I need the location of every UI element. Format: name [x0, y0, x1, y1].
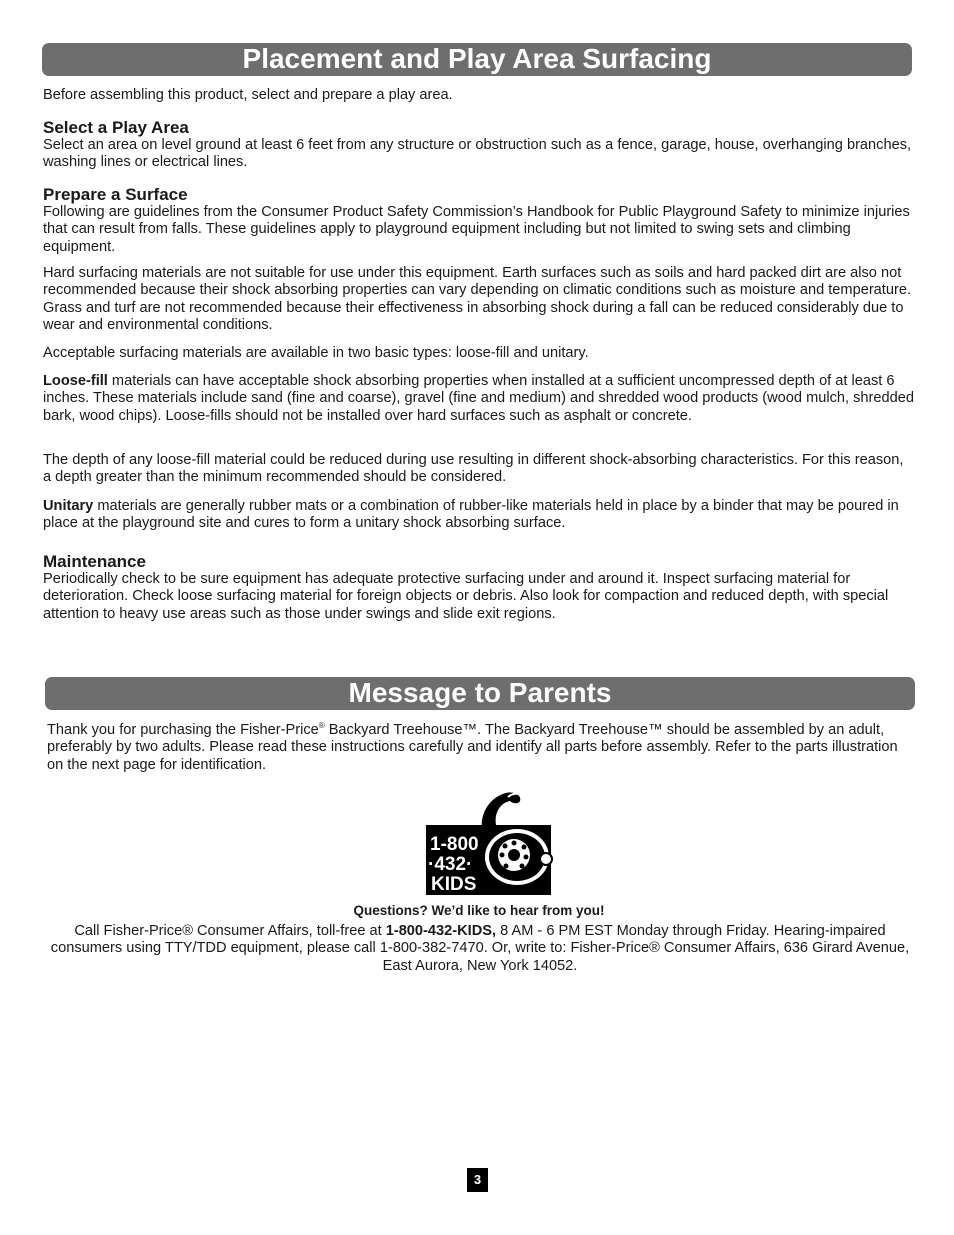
intro-text: Before assembling this product, select and prepare a play area.: [43, 87, 453, 103]
phone-kids-logo: [422, 789, 556, 897]
questions-heading: Questions? We’d like to hear from you!: [353, 903, 605, 918]
select-area-body: Select an area on level ground at least 6 feet from any structure or obstruction such as a fence, garage, house, overhanging branches, washing lines or electrical lines.: [43, 137, 912, 171]
maintenance-heading: Maintenance: [43, 552, 146, 571]
page-number: 3: [467, 1168, 488, 1192]
select-area-section: [43, 118, 915, 172]
unitary-body: materials are generally rubber mats or a combination of rubber-like materials held in place by a binder that may be poured in place at the playground site and cures to form a unitary shock absorbing surface.: [43, 498, 899, 532]
loose-fill-body: materials can have acceptable shock absorbing properties when installed at a sufficient uncompressed depth of at least 6 inches. These materials include sand (fine and coarse), gravel (fine and medium) and shredded wood products (wood mulch, shredded bark, wood chips). Loose-fills should not be installed over hard surfaces such as asphalt or concrete.: [43, 373, 914, 424]
message-to-parents-body: Thank you for purchasing the Fisher-Price® Backyard Treehouse™. The Backyard Treehouse™ should be assembled by an adult, preferably by two adults. Please read these instructions carefully and identify all parts before assembly. Refer to the parts illustration on the next page for identification.: [47, 721, 898, 773]
unitary-paragraph: [43, 498, 915, 533]
logo-line-2: ·432·: [428, 854, 473, 875]
section-title-placement: Placement and Play Area Surfacing: [42, 43, 912, 76]
select-area-heading: Select a Play Area: [43, 118, 189, 137]
depth-paragraph: The depth of any loose-fill material could be reduced during use resulting in different shock-absorbing characteristics. For this reason, a depth greater than the minimum recommended should be considered.: [43, 452, 904, 486]
acceptable-paragraph: Acceptable surfacing materials are available in two basic types: loose-fill and unitary.: [43, 345, 589, 361]
telephone-icon: [422, 789, 556, 897]
loose-fill-paragraph: [43, 373, 915, 425]
loose-fill-label: Loose-fill: [43, 373, 108, 389]
logo-line-3: KIDS: [431, 874, 477, 895]
contact-info: Call Fisher-Price® Consumer Affairs, toll-free at 1-800-432-KIDS, 8 AM - 6 PM EST Monday through Friday. Hearing-impaired consumers using TTY/TDD equipment, please call 1-800-382-7470. Or, write to: Fisher-Price® Consumer Affairs, 636 Girard Avenue, East Aurora, New York 14052.: [50, 923, 910, 974]
maintenance-body: Periodically check to be sure equipment has adequate protective surfacing under and around it. Inspect surfacing material for deterioration. Check loose surfacing material for foreign objects or debris. Also look for compaction and reduced depth, with special attention to heavy use areas such as those under swings and slide exit regions.: [43, 571, 889, 622]
maintenance-section: [43, 552, 915, 623]
prepare-surface-body: Following are guidelines from the Consumer Product Safety Commission’s Handbook for Public Playground Safety to minimize injuries that can result from falls. These guidelines apply to playground equipment including but not limited to swing sets and climbing equipment.: [43, 204, 910, 255]
hard-surfacing-paragraph: Hard surfacing materials are not suitable for use under this equipment. Earth surfaces such as soils and hard packed dirt are also not recommended because their shock absorbing properties can vary depending on climatic conditions such as moisture and temperature. Grass and turf are not recommended because their effectiveness in absorbing shock during a fall can be reduced considerably due to wear and environmental conditions.: [43, 265, 911, 334]
section-title-message: Message to Parents: [45, 677, 915, 710]
prepare-surface-heading: Prepare a Surface: [43, 185, 188, 204]
logo-line-1: 1-800: [430, 834, 479, 855]
phone-number: 1-800-432-KIDS,: [385, 923, 497, 939]
prepare-surface-section: [43, 185, 915, 256]
unitary-label: Unitary: [43, 498, 94, 514]
